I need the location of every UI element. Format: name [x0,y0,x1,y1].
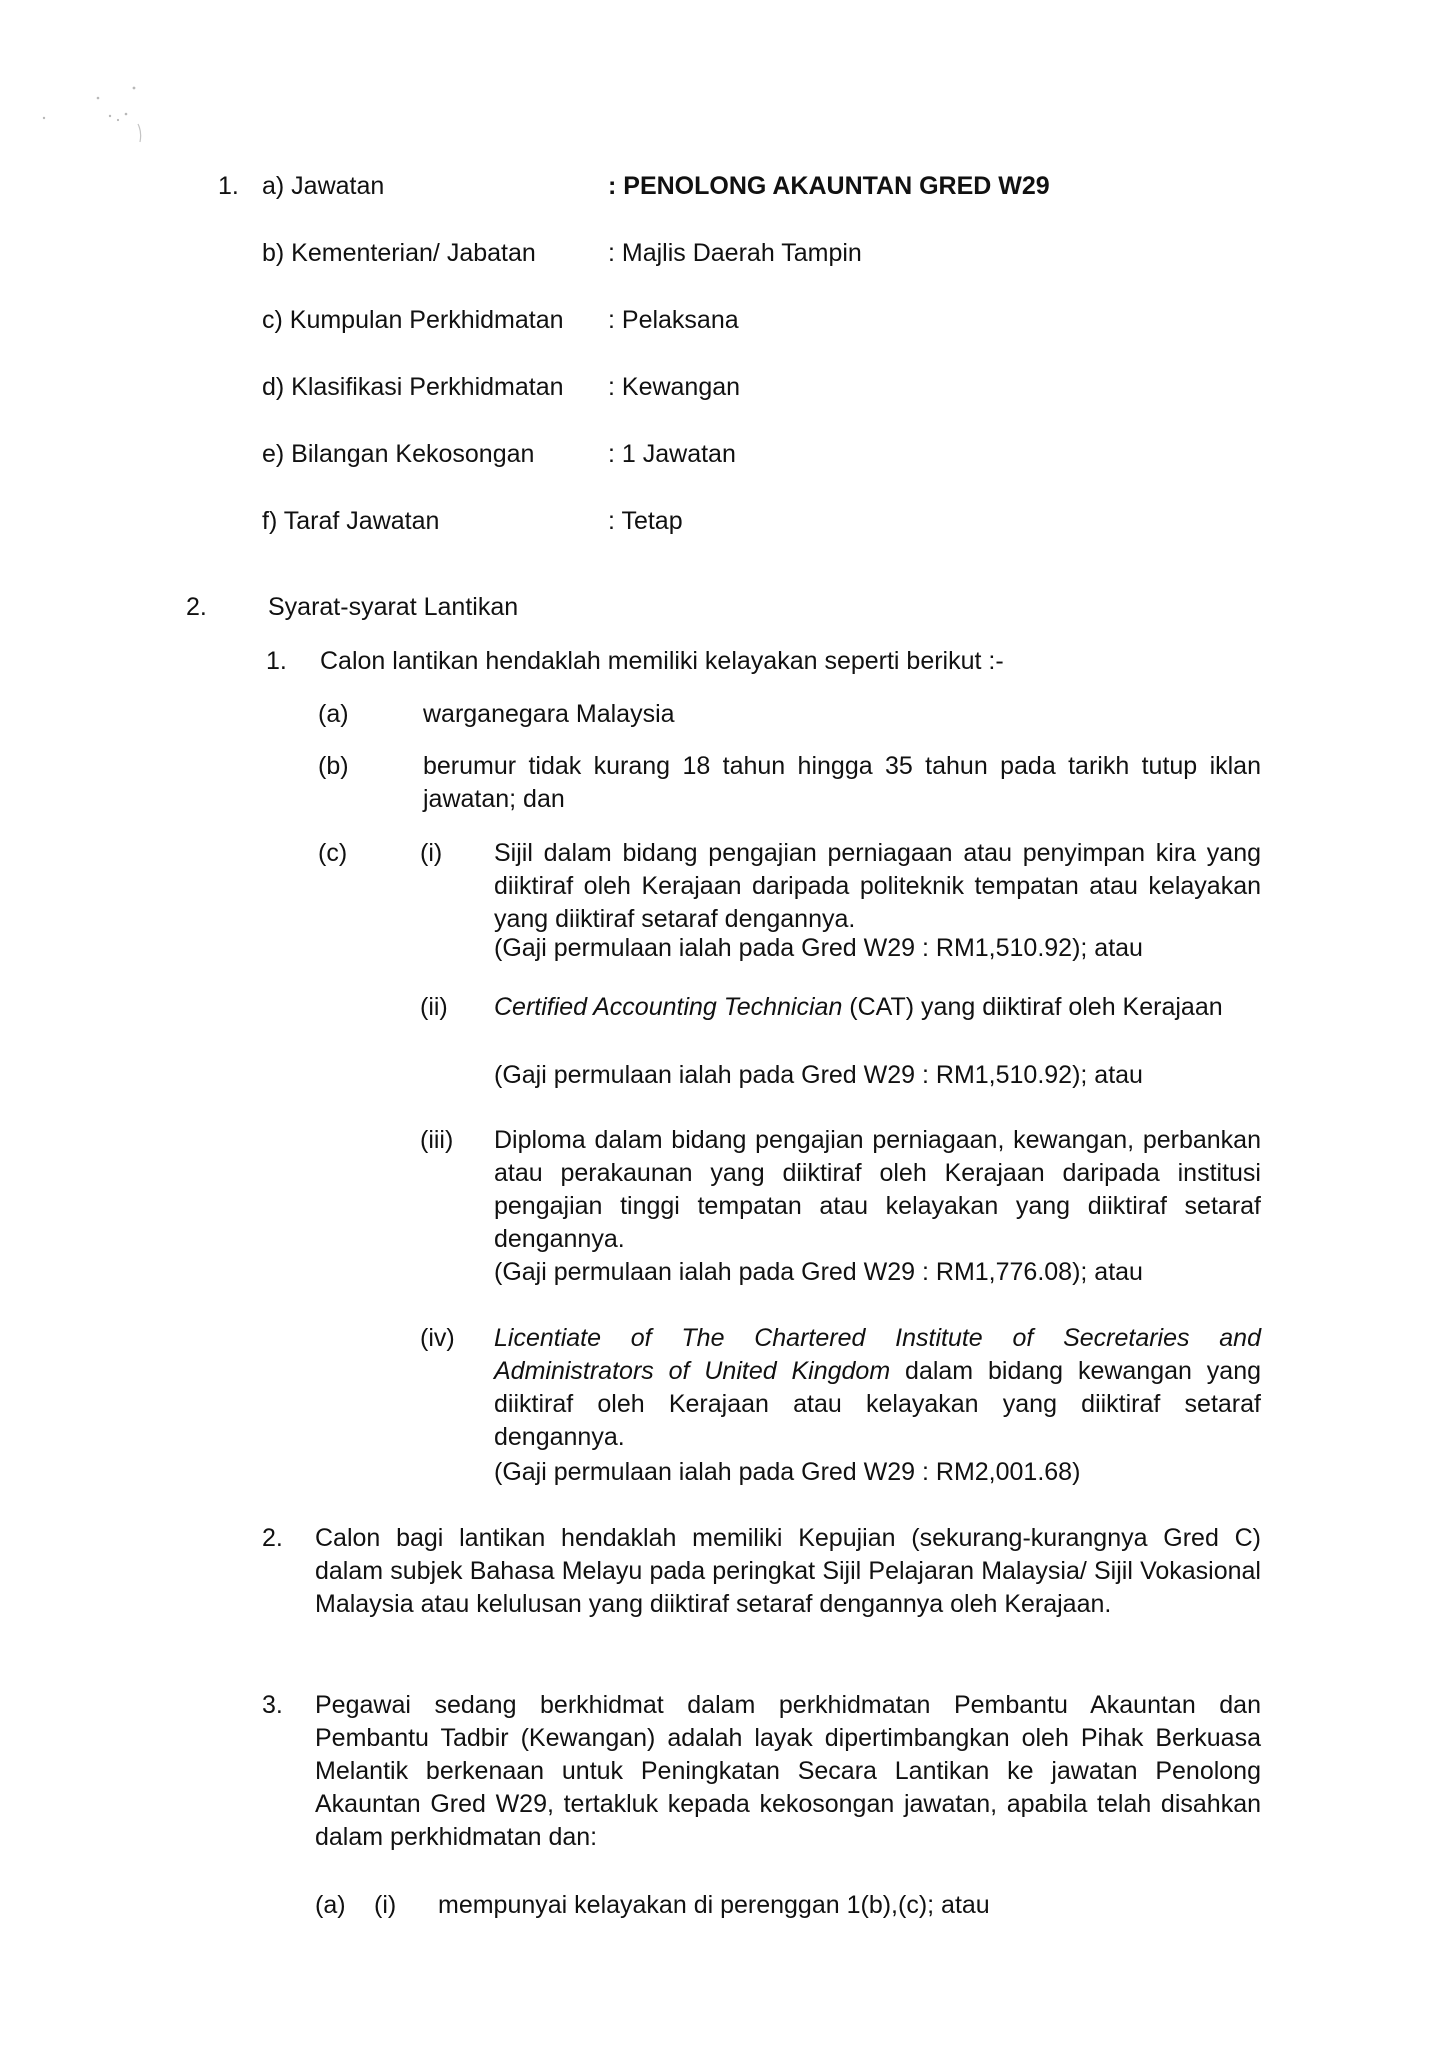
item1-number: 1. [266,647,287,675]
item1-c-iv-salary: (Gaji permulaan ialah pada Gred W29 : RM2,001.68) [494,1458,1081,1486]
item1-c-i-label: (i) [420,839,443,867]
item1-c-iii-text: Diploma dalam bidang pengajian perniagaan, kewangan, perbankan atau perakaunan yang diiktiraf oleh Kerajaan daripada institusi pengajian tinggi tempatan atau kelayakan yang diiktiraf setaraf dengannya. [494,1126,1261,1253]
field-label-jawatan: a) Jawatan [262,172,385,200]
item1-a-label: (a) [318,700,349,728]
section2-number: 2. [186,593,207,621]
item1-c-i-text: Sijil dalam bidang pengajian perniagaan atau penyimpan kira yang diiktiraf oleh Kerajaan daripada politeknik tempatan atau kelayakan yang diiktiraf setaraf dengannya. [494,839,1261,933]
field-value-kumpulan: : Pelaksana [608,306,739,334]
field-label-klasifikasi: d) Klasifikasi Perkhidmatan [262,373,564,401]
field-label-kumpulan: c) Kumpulan Perkhidmatan [262,306,564,334]
item1-c-ii-italic: Certified Accounting Technician [494,993,843,1021]
item1-c-i-salary: (Gaji permulaan ialah pada Gred W29 : RM1,510.92); atau [494,934,1143,962]
field-label-kementerian: b) Kementerian/ Jabatan [262,239,536,267]
field-value-bilangan: : 1 Jawatan [608,440,736,468]
scan-artifact-icon [38,80,148,150]
item1-a-text: warganegara Malaysia [423,700,675,728]
item3-number: 3. [262,1691,283,1719]
item1-c-iii-label: (iii) [420,1126,454,1154]
item2-text: Calon bagi lantikan hendaklah memiliki Kepujian (sekurang-kurangnya Gred C) dalam subjek Bahasa Melayu pada peringkat Sijil Pelajaran Malaysia/ Sijil Vokasional Malaysia atau kelulusan yang diiktiraf setaraf dengannya oleh Kerajaan. [315,1524,1261,1618]
item1-c-label: (c) [318,839,348,867]
item1-text: Calon lantikan hendaklah memiliki kelayakan seperti berikut :- [320,647,1004,675]
item2-number: 2. [262,1524,283,1552]
item3-a-label: (a) [315,1891,346,1919]
item1-c-iii-salary: (Gaji permulaan ialah pada Gred W29 : RM1,776.08); atau [494,1258,1143,1286]
item1-b-label: (b) [318,752,349,780]
item1-c-iv-text [494,1322,1261,1454]
item1-b-text: berumur tidak kurang 18 tahun hingga 35 tahun pada tarikh tutup iklan jawatan; dan [423,752,1261,813]
section2-title: Syarat-syarat Lantikan [268,593,519,621]
item3-a-i-label: (i) [374,1891,397,1919]
section1-number: 1. [218,172,239,200]
item1-c-iv-label: (iv) [420,1324,455,1352]
field-label-bilangan: e) Bilangan Kekosongan [262,440,535,468]
field-value-jawatan: : PENOLONG AKAUNTAN GRED W29 [608,172,1050,200]
item1-c-ii-label: (ii) [420,993,448,1021]
item1-c-ii-rest: (CAT) yang diiktiraf oleh Kerajaan [842,993,1223,1021]
field-value-klasifikasi: : Kewangan [608,373,741,401]
item3-a-i-text: mempunyai kelayakan di perenggan 1(b),(c); atau [438,1891,990,1919]
field-value-taraf: : Tetap [608,507,683,535]
item1-c-ii-text [494,991,1261,1024]
field-label-taraf: f) Taraf Jawatan [262,507,440,535]
field-value-kementerian: : Majlis Daerah Tampin [608,239,862,267]
item1-c-ii-salary: (Gaji permulaan ialah pada Gred W29 : RM1,510.92); atau [494,1061,1143,1089]
item1-c-iv-rest: dalam bidang kewangan yang diiktiraf oleh Kerajaan atau kelayakan yang diiktiraf setaraf dengannya. [494,1357,1262,1451]
item1-c-iv-italic: Licentiate of The Chartered Institute of Secretaries and Administrators of United Kingdom [494,1324,1261,1385]
item3-text: Pegawai sedang berkhidmat dalam perkhidmatan Pembantu Akauntan dan Pembantu Tadbir (Kewangan) adalah layak dipertimbangkan oleh Pihak Berkuasa Melantik berkenaan untuk Peningkatan Secara Lantikan ke jawatan Penolong Akauntan Gred W29, tertakluk kepada kekosongan jawatan, apabila telah disahkan dalam perkhidmatan dan: [315,1691,1261,1851]
